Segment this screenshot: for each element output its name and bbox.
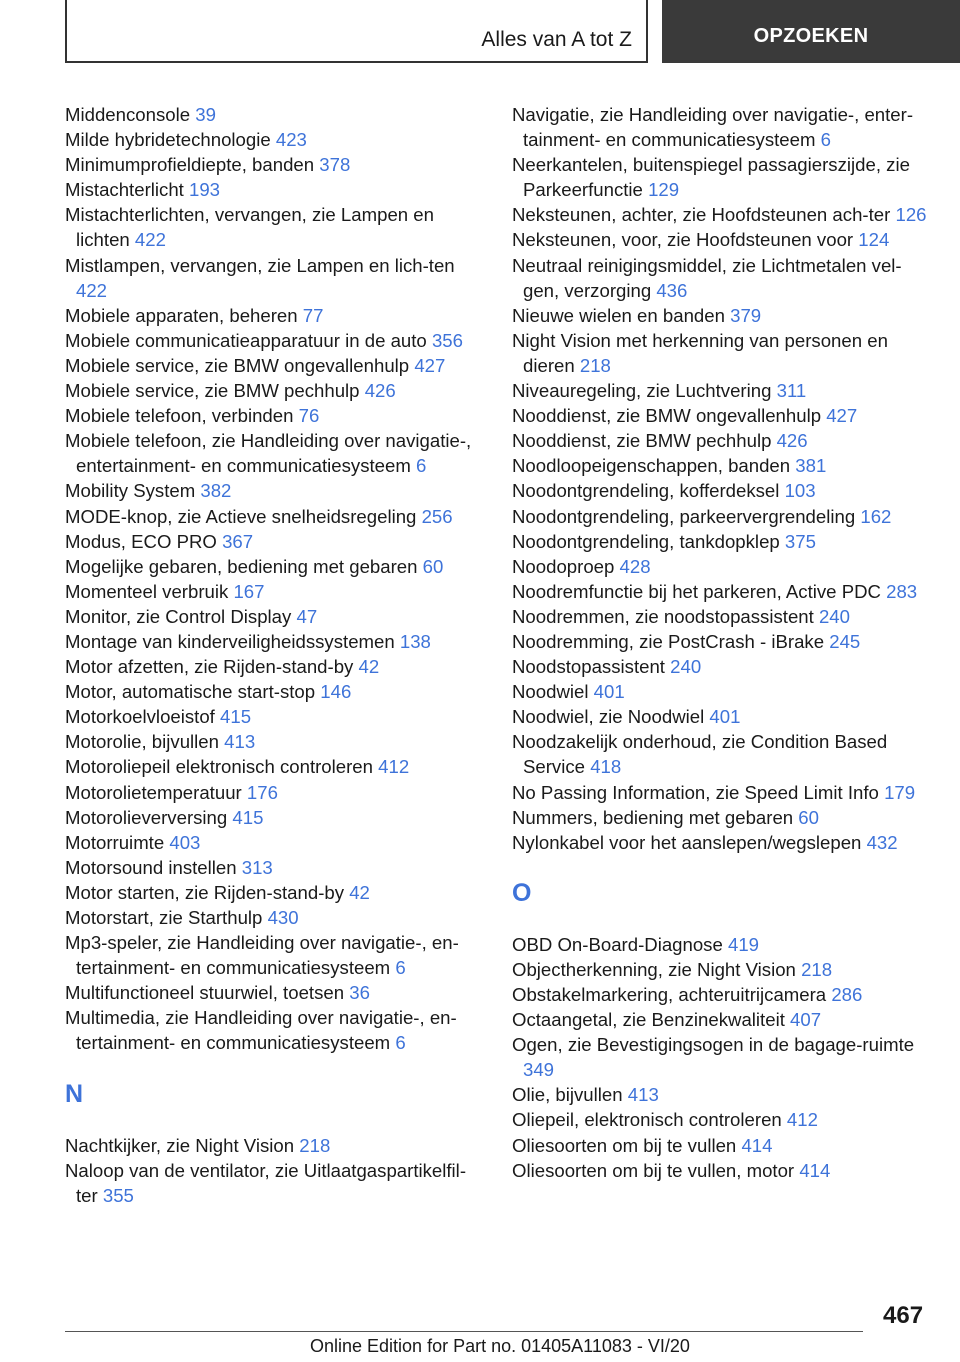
index-entry-text: Monitor, zie Control Display — [65, 605, 292, 627]
index-entry — [65, 554, 485, 579]
index-entry — [512, 629, 932, 654]
index-entry — [512, 704, 932, 729]
index-entry — [65, 127, 485, 152]
index-entry-text: Motor starten, zie Rijden-stand-by — [65, 881, 345, 903]
index-entry-text: Motor afzetten, zie Rijden-stand-by — [65, 656, 354, 678]
index-entry — [512, 328, 932, 378]
index-entry — [512, 453, 932, 478]
index-entry — [65, 805, 485, 830]
index-entry-page-link[interactable]: 414 — [741, 1134, 773, 1156]
index-entry-text: No Passing Information, zie Speed Limit Info — [512, 781, 879, 803]
index-entry — [512, 729, 932, 779]
index-entry — [512, 1158, 932, 1183]
index-entry — [65, 403, 485, 428]
index-entry-text: Noodzakelijk onderhoud, zie Condition Based Service — [512, 731, 888, 778]
index-entry-text: Night Vision met herkenning van personen en dieren — [512, 329, 888, 376]
index-entry — [512, 1133, 932, 1158]
index-entry-page-link[interactable]: 412 — [378, 756, 410, 778]
index-entry-page-link[interactable]: 167 — [233, 580, 265, 602]
index-entry — [65, 780, 485, 805]
index-entry-page-link[interactable]: 426 — [364, 380, 396, 402]
index-entry — [512, 805, 932, 830]
index-entry-page-link[interactable]: 403 — [169, 831, 201, 853]
index-entry-text: Neerkantelen, buitenspiegel passagierszijde, zie Parkeerfunctie — [512, 154, 910, 201]
index-entry — [512, 1032, 932, 1082]
index-entry-text: Noodremming, zie PostCrash - iBrake — [512, 630, 825, 652]
index-entry-text: OBD On-Board-Diagnose — [512, 933, 723, 955]
index-entry-text: Motorolieverversing — [65, 806, 228, 828]
index-entry-page-link[interactable]: 42 — [358, 656, 380, 678]
index-entry-page-link[interactable]: 218 — [579, 354, 611, 376]
index-entry-text: Nylonkabel voor het aanslepen/wegslepen — [512, 831, 862, 853]
index-entry-page-link[interactable]: 412 — [786, 1109, 818, 1131]
index-entry — [512, 227, 932, 252]
index-entry-page-link[interactable]: 355 — [102, 1184, 134, 1206]
index-entry — [65, 1133, 485, 1158]
index-entry-text: Neksteunen, voor, zie Hoofdsteunen voor — [512, 229, 854, 251]
index-entry — [512, 102, 932, 152]
index-entry — [65, 428, 485, 478]
index-entry-page-link[interactable]: 379 — [730, 304, 762, 326]
index-entry-text: Noodloopeigenschappen, banden — [512, 455, 791, 477]
index-entry-text: Nummers, bediening met gebaren — [512, 806, 794, 828]
index-entry-page-link[interactable]: 311 — [776, 380, 807, 402]
index-entry-text: Montage van kinderveiligheidssystemen — [65, 630, 395, 652]
index-entry-page-link[interactable]: 146 — [320, 681, 352, 703]
index-entry-text: Noodontgrendeling, tankdopklep — [512, 530, 780, 552]
header-tab-opzoeken[interactable]: OPZOEKEN — [662, 0, 960, 63]
index-entry — [65, 704, 485, 729]
index-entry-text: Mobiele service, zie BMW pechhulp — [65, 380, 360, 402]
index-entry-page-link[interactable]: 430 — [267, 907, 299, 928]
index-entry-text: Mobiele service, zie BMW ongevallenhulp — [65, 354, 410, 376]
index-entry-text: Motor, automatische start-stop — [65, 681, 316, 703]
index-entry — [512, 253, 932, 303]
index-entry-page-link[interactable]: 415 — [232, 806, 264, 828]
index-entry — [512, 1007, 932, 1032]
index-entry-page-link[interactable]: 129 — [648, 179, 680, 201]
index-list-m — [65, 102, 485, 1056]
index-entry-page-link[interactable]: 426 — [776, 430, 808, 452]
index-entry-page-link[interactable]: 42 — [349, 881, 370, 903]
index-entry-page-link[interactable]: 356 — [431, 329, 463, 351]
index-entry-page-link[interactable]: 419 — [728, 933, 760, 955]
index-entry-text: Momenteel verbruik — [65, 580, 229, 602]
index-entry-text: Mobility System — [65, 480, 196, 502]
index-entry-page-link[interactable]: 401 — [593, 681, 625, 703]
index-entry-page-link[interactable]: 126 — [895, 204, 927, 226]
index-entry-page-link[interactable]: 39 — [195, 104, 216, 125]
index-entry-text: Mobiele telefoon, zie Handleiding over navigatie-, entertainment- en communicatiesysteem — [65, 430, 472, 477]
index-entry — [65, 679, 485, 704]
index-entry — [65, 177, 485, 202]
index-entry-text: Niveauregeling, zie Luchtvering — [512, 380, 772, 402]
index-entry — [65, 579, 485, 604]
index-entry-text: Multifunctioneel stuurwiel, toetsen — [65, 982, 345, 1004]
footer-edition-text: Online Edition for Part no. 01405A11083 - VI/20 — [310, 1336, 690, 1356]
index-entry-text: Minimumprofieldiepte, banden — [65, 154, 315, 176]
index-entry — [512, 152, 932, 202]
index-entry-page-link[interactable]: 283 — [886, 580, 918, 602]
index-entry-text: Noodoproep — [512, 555, 615, 577]
index-entry — [512, 428, 932, 453]
index-entry-text: Nieuwe wielen en banden — [512, 304, 725, 326]
index-entry-text: Oliesoorten om bij te vullen, motor — [512, 1159, 795, 1181]
index-entry — [65, 378, 485, 403]
index-entry — [65, 930, 485, 980]
index-entry — [512, 604, 932, 629]
index-entry — [65, 504, 485, 529]
index-entry — [512, 1082, 932, 1107]
index-list-n — [65, 1133, 485, 1208]
index-entry — [512, 679, 932, 704]
index-entry — [65, 202, 485, 252]
index-entry-text: Motorstart, zie Starthulp — [65, 907, 263, 928]
index-entry-text: Motoroliepeil elektronisch controleren — [65, 756, 373, 778]
index-entry-page-link[interactable]: 60 — [798, 806, 819, 828]
index-entry — [512, 554, 932, 579]
index-entry-text: Mistachterlicht — [65, 179, 184, 201]
index-entry-text: Mp3-speler, zie Handleiding over navigatie-, en-tertainment- en communicatiesysteem — [65, 932, 459, 979]
index-entry-page-link[interactable]: 77 — [302, 304, 324, 326]
index-entry — [65, 478, 485, 503]
index-entry-text: Oliepeil, elektronisch controleren — [512, 1109, 782, 1131]
index-entry-page-link[interactable]: 422 — [76, 279, 108, 301]
index-entry-page-link[interactable]: 6 — [820, 129, 831, 151]
index-entry-text: Naloop van de ventilator, zie Uitlaatgaspartikelfil-ter — [65, 1159, 467, 1206]
index-entry — [512, 654, 932, 679]
index-entry-page-link[interactable]: 418 — [590, 756, 622, 778]
index-entry-page-link[interactable]: 218 — [299, 1134, 331, 1156]
index-entry-page-link[interactable]: 124 — [858, 229, 890, 251]
index-entry — [512, 378, 932, 403]
index-entry-page-link[interactable]: 240 — [818, 605, 850, 627]
index-entry-text: Mobiele telefoon, verbinden — [65, 405, 294, 427]
index-entry-text: Mistachterlichten, vervangen, zie Lampen en lichten — [65, 204, 434, 251]
index-entry-text: Noodontgrendeling, kofferdeksel — [512, 480, 780, 502]
index-entry-text: Modus, ECO PRO — [65, 530, 217, 552]
index-entry-text: Noodremfunctie bij het parkeren, Active PDC — [512, 580, 881, 602]
index-entry-text: Middenconsole — [65, 104, 191, 125]
index-entry — [512, 303, 932, 328]
index-entry-page-link[interactable]: 138 — [399, 630, 431, 652]
index-entry-text: Navigatie, zie Handleiding over navigatie-, enter-tainment- en communicatiesysteem — [512, 104, 914, 151]
index-entry-page-link[interactable]: 6 — [395, 957, 406, 979]
index-entry-page-link[interactable]: 162 — [860, 505, 892, 527]
index-entry — [65, 303, 485, 328]
index-entry-page-link[interactable]: 413 — [627, 1084, 659, 1106]
index-entry — [512, 403, 932, 428]
index-entry-page-link[interactable]: 256 — [421, 505, 453, 527]
index-entry-page-link[interactable]: 375 — [784, 530, 816, 552]
index-entry-text: Mobiele apparaten, beheren — [65, 304, 298, 326]
index-entry-text: Noodremmen, zie noodstopassistent — [512, 605, 814, 627]
index-entry-text: Noodwiel — [512, 681, 589, 703]
index-entry — [512, 202, 932, 227]
page-number: 467 — [883, 1302, 924, 1329]
index-entry — [512, 529, 932, 554]
index-entry-text: Noodwiel, zie Noodwiel — [512, 706, 705, 728]
index-entry-text: Octaangetal, zie Benzinekwaliteit — [512, 1009, 785, 1031]
index-entry-page-link[interactable]: 179 — [884, 781, 916, 803]
index-entry — [512, 478, 932, 503]
index-entry-text: Mistlampen, vervangen, zie Lampen en lich-ten — [65, 254, 455, 276]
index-entry-page-link[interactable]: 414 — [799, 1159, 831, 1181]
index-entry — [65, 754, 485, 779]
index-entry-text: Oliesoorten om bij te vullen — [512, 1134, 737, 1156]
index-letter-n: N — [65, 1079, 84, 1108]
index-entry-page-link[interactable]: 367 — [222, 530, 254, 552]
index-entry-page-link[interactable]: 245 — [829, 630, 861, 652]
index-entry-page-link[interactable]: 422 — [134, 229, 166, 251]
index-entry-page-link[interactable]: 193 — [189, 179, 221, 201]
index-letter-o: O — [512, 878, 532, 907]
index-entry-text: Multimedia, zie Handleiding over navigatie-, en-tertainment- en communicatiesysteem — [65, 1007, 457, 1054]
index-entry-text: Neksteunen, achter, zie Hoofdsteunen ach-ter — [512, 204, 891, 226]
index-entry-page-link[interactable]: 415 — [220, 706, 252, 728]
index-entry — [65, 529, 485, 554]
index-column-left — [65, 102, 485, 1208]
index-entry-page-link[interactable]: 176 — [246, 781, 278, 803]
header-section-title: Alles van A tot Z — [481, 28, 632, 51]
index-entry-text: Motorolietemperatuur — [65, 781, 242, 803]
index-entry — [65, 629, 485, 654]
index-entry — [512, 504, 932, 529]
index-entry-page-link[interactable]: 432 — [866, 831, 898, 853]
index-entry — [512, 932, 932, 957]
index-entry-page-link[interactable]: 218 — [801, 958, 833, 980]
index-entry-text: Nooddienst, zie BMW ongevallenhulp — [512, 405, 822, 427]
index-entry-text: Nachtkijker, zie Night Vision — [65, 1134, 295, 1156]
index-entry-page-link[interactable]: 428 — [619, 555, 651, 577]
index-entry-text: Milde hybridetechnologie — [65, 129, 271, 151]
index-entry-text: MODE-knop, zie Actieve snelheidsregeling — [65, 505, 417, 527]
index-entry — [65, 102, 485, 127]
index-entry-page-link[interactable]: 427 — [826, 405, 858, 427]
index-entry — [65, 855, 485, 880]
index-entry-page-link[interactable]: 313 — [241, 856, 273, 878]
index-column-right — [512, 102, 932, 1183]
index-entry-page-link[interactable]: 60 — [422, 555, 444, 577]
index-entry — [512, 780, 932, 805]
index-entry-page-link[interactable]: 401 — [709, 706, 741, 728]
index-entry — [65, 604, 485, 629]
index-entry-page-link[interactable]: 436 — [656, 279, 688, 301]
index-entry-page-link[interactable]: 349 — [523, 1059, 555, 1081]
index-entry-page-link[interactable]: 381 — [795, 455, 827, 477]
index-entry — [65, 654, 485, 679]
index-entry — [512, 1107, 932, 1132]
index-entry-page-link[interactable]: 382 — [200, 480, 232, 502]
index-entry — [65, 152, 485, 177]
index-entry — [65, 729, 485, 754]
index-entry-page-link[interactable]: 36 — [349, 982, 370, 1004]
index-entry-text: Objectherkenning, zie Night Vision — [512, 958, 796, 980]
index-entry — [65, 830, 485, 855]
index-entry-text: Motorkoelvloeistof — [65, 706, 215, 728]
index-entry-text: Mobiele communicatieapparatuur in de auto — [65, 329, 427, 351]
index-entry — [512, 957, 932, 982]
index-entry — [65, 905, 485, 930]
index-entry-text: Ogen, zie Bevestigingsogen in de bagage-ruimte — [512, 1034, 915, 1056]
index-entry-text: Noodstopassistent — [512, 656, 665, 678]
index-entry — [65, 1005, 485, 1055]
index-entry-page-link[interactable]: 427 — [414, 354, 446, 376]
index-list-n-cont — [512, 102, 932, 855]
index-entry-text: Motorruimte — [65, 831, 165, 853]
index-entry-text: Olie, bijvullen — [512, 1084, 623, 1106]
index-entry-page-link[interactable]: 76 — [298, 405, 320, 427]
index-entry — [65, 253, 485, 303]
index-entry-page-link[interactable]: 286 — [831, 984, 863, 1005]
index-entry-page-link[interactable]: 6 — [395, 1032, 406, 1054]
header-box — [65, 0, 648, 63]
index-entry-text: Motorsound instellen — [65, 856, 237, 878]
index-entry-page-link[interactable]: 103 — [784, 480, 816, 502]
index-entry-page-link[interactable]: 240 — [670, 656, 702, 678]
index-entry — [512, 579, 932, 604]
index-entry-text: Neutraal reinigingsmiddel, zie Lichtmetalen vel-gen, verzorging — [512, 254, 902, 301]
index-entry-text: Motorolie, bijvullen — [65, 731, 219, 753]
index-list-o — [512, 932, 932, 1183]
index-entry-text: Obstakelmarkering, achteruitrijcamera — [512, 984, 827, 1005]
index-entry-text: Mogelijke gebaren, bediening met gebaren — [65, 555, 418, 577]
index-entry-page-link[interactable]: 413 — [224, 731, 256, 753]
index-entry-page-link[interactable]: 6 — [416, 455, 427, 477]
index-entry-text: Nooddienst, zie BMW pechhulp — [512, 430, 772, 452]
index-entry — [512, 982, 932, 1007]
index-entry — [65, 880, 485, 905]
index-entry-page-link[interactable]: 378 — [319, 154, 351, 176]
index-entry-text: Noodontgrendeling, parkeervergrendeling — [512, 505, 856, 527]
index-entry-page-link[interactable]: 47 — [296, 605, 318, 627]
index-entry-page-link[interactable]: 407 — [790, 1009, 822, 1031]
index-entry — [65, 1158, 485, 1208]
index-entry — [65, 328, 485, 353]
footer-divider — [65, 1331, 863, 1332]
index-entry — [65, 353, 485, 378]
index-entry — [512, 830, 932, 855]
index-entry-page-link[interactable]: 423 — [275, 129, 307, 151]
index-entry — [65, 980, 485, 1005]
